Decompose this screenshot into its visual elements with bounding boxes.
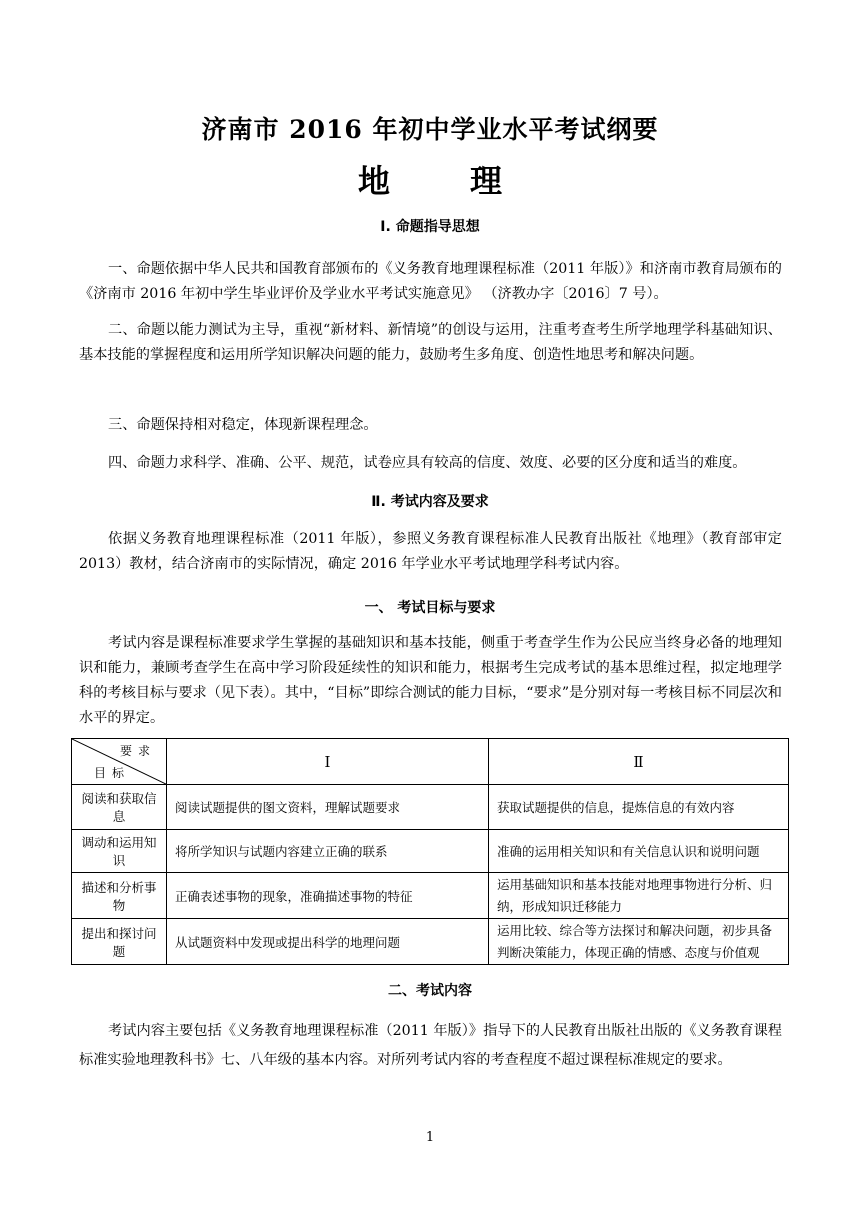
requirements-table — [71, 738, 789, 965]
subject-char-1: 地 — [357, 162, 390, 200]
page-number: 1 — [425, 1130, 435, 1145]
table-row — [72, 873, 789, 919]
subsection2-heading: 二、考试内容 — [388, 983, 472, 999]
section1-para-4: 四、命题力求科学、准确、公平、规范，试卷应具有较高的信度、效度、必要的区分度和适当的难度。 — [108, 455, 747, 471]
subsection1-heading: 一、 考试目标与要求 — [364, 600, 496, 616]
column-header-level2: Ⅱ — [489, 739, 789, 785]
row-target: 阅读和获取信息 — [72, 785, 167, 830]
column-header-level1: Ⅰ — [167, 739, 489, 785]
table-corner-cell — [72, 739, 167, 785]
section1-para-2: 二、命题以能力测试为主导，重视“新材料、新情境”的创设与运用，注重考查考生所学地理学科基础知识、基本技能的掌握程度和运用所学知识解决问题的能力，鼓励考生多角度、创造性地思考和解决问题。 — [79, 322, 782, 363]
subject-char-2: 理 — [470, 162, 503, 200]
section1-heading: Ⅰ. 命题指导思想 — [380, 219, 480, 235]
table-header-row — [72, 739, 789, 785]
section1-para-1: 一、命题依据中华人民共和国教育部颁布的《义务教育地理课程标准（2011 年版）》和济南市教育局颁布的《济南市 2016 年初中学生毕业评价及学业水平考试实施意见》 （济教办字〔2016〕7 号）。 — [79, 261, 782, 302]
corner-label-requirement: 要求 — [119, 744, 156, 758]
subject-title — [0, 156, 860, 202]
row-target: 调动和运用知识 — [72, 830, 167, 873]
row-level2: 运用基础知识和基本技能对地理事物进行分析、归纳，形成知识迁移能力 — [489, 873, 789, 919]
section2-heading: Ⅱ. 考试内容及要求 — [371, 494, 489, 510]
table-row — [72, 785, 789, 830]
row-level1: 从试题资料中发现或提出科学的地理问题 — [167, 919, 489, 965]
row-level1: 将所学知识与试题内容建立正确的联系 — [167, 830, 489, 873]
table-row — [72, 919, 789, 965]
corner-label-target: 目标 — [94, 766, 131, 780]
row-level1: 正确表述事物的现象，准确描述事物的特征 — [167, 873, 489, 919]
document-title: 济南市 2016 年初中学业水平考试纲要 — [201, 115, 659, 144]
row-level2: 获取试题提供的信息，提炼信息的有效内容 — [489, 785, 789, 830]
row-level1: 阅读试题提供的图文资料，理解试题要求 — [167, 785, 489, 830]
subsection1-para: 考试内容是课程标准要求学生掌握的基础知识和基本技能，侧重于考查学生作为公民应当终身必备的地理知识和能力，兼顾考查学生在高中学习阶段延续性的知识和能力，根据考生完成考试的基本思维过程，拟定地理学科的考核目标与要求（见下表）。其中，“目标”即综合测试的能力目标，“要求”是分别对每一考核目标不同层次和水平的界定。 — [79, 635, 782, 726]
row-target: 提出和探讨问题 — [72, 919, 167, 965]
subsection2-para: 考试内容主要包括《义务教育地理课程标准（2011 年版）》指导下的人民教育出版社出版的《义务教育课程标准实验地理教科书》七、八年级的基本内容。对所列考试内容的考查程度不超过课程标准规定的要求。 — [79, 1023, 782, 1068]
row-level2: 准确的运用相关知识和有关信息认识和说明问题 — [489, 830, 789, 873]
row-target: 描述和分析事物 — [72, 873, 167, 919]
table-row — [72, 830, 789, 873]
row-level2: 运用比较、综合等方法探讨和解决问题，初步具备判断决策能力，体现正确的情感、态度与价值观 — [489, 919, 789, 965]
section1-para-3: 三、命题保持相对稳定，体现新课程理念。 — [108, 417, 378, 433]
section2-intro: 依据义务教育地理课程标准（2011 年版），参照义务教育课程标准人民教育出版社《地理》（教育部审定 2013）教材，结合济南市的实际情况，确定 2016 年学业水平考试地理学科考试内容。 — [79, 531, 782, 572]
